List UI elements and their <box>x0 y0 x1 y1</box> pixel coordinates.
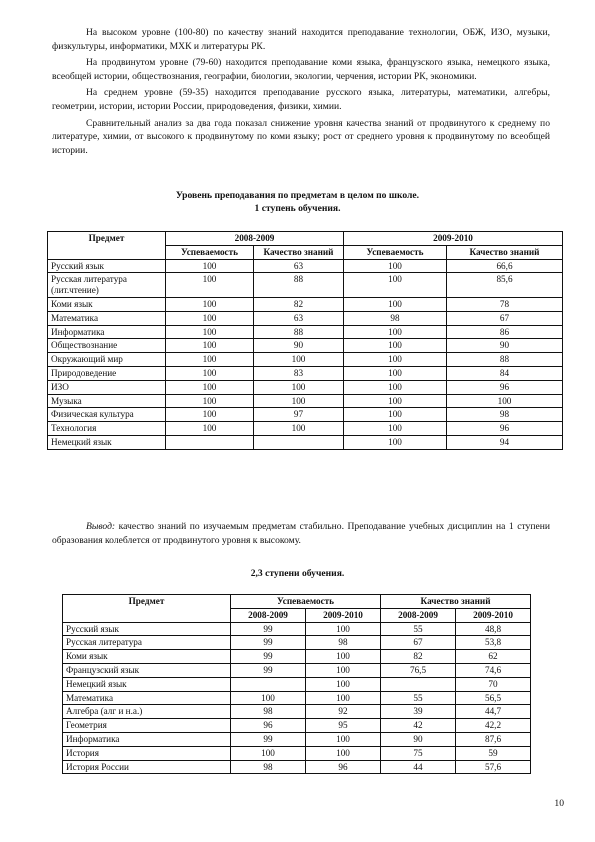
cell-value: 95 <box>306 719 381 733</box>
paragraph: На высоком уровне (100-80) по качеству знаний находится преподавание технологии, ОБЖ, ИЗО, музыки, физкультуры, информатики, МХК и литературы РК. <box>52 27 550 52</box>
cell-value: 88 <box>447 353 563 367</box>
cell-value: 100 <box>166 366 254 380</box>
cell-subject: Геометрия <box>63 719 231 733</box>
col-header-quality: Качество знаний <box>381 595 531 609</box>
table-row <box>63 622 531 636</box>
cell-subject: Информатика <box>48 325 166 339</box>
table-row <box>48 353 563 367</box>
table-row <box>48 259 563 273</box>
cell-value: 55 <box>381 622 456 636</box>
cell-value: 99 <box>231 636 306 650</box>
cell-value: 39 <box>381 705 456 719</box>
paragraph: Сравнительный анализ за два года показал снижение уровня качества знаний от продвинутого к среднему по литературе, химии, от высокого к продвинутому по коми языку; рост от среднего уровня к продвинутому по всеобщей истории. <box>52 117 550 156</box>
cell-value: 88 <box>254 273 344 298</box>
cell-value: 78 <box>447 297 563 311</box>
cell-subject: Музыка <box>48 394 166 408</box>
col-header-year: 2008-2009 <box>231 608 306 622</box>
cell-value: 53,8 <box>456 636 531 650</box>
cell-value: 100 <box>344 325 447 339</box>
table-row <box>63 677 531 691</box>
cell-value <box>166 435 254 449</box>
cell-value: 59 <box>456 746 531 760</box>
heading-line: 1 ступень обучения. <box>254 203 341 214</box>
cell-value: 83 <box>254 366 344 380</box>
cell-value: 97 <box>254 408 344 422</box>
table-row <box>48 408 563 422</box>
cell-value: 100 <box>166 311 254 325</box>
cell-value: 98 <box>447 408 563 422</box>
section-heading-2: 2,3 ступени обучения. <box>250 568 345 579</box>
cell-value: 100 <box>344 259 447 273</box>
cell-value: 90 <box>381 732 456 746</box>
cell-value: 100 <box>344 394 447 408</box>
cell-subject: Природоведение <box>48 366 166 380</box>
cell-value: 84 <box>447 366 563 380</box>
cell-value <box>254 435 344 449</box>
cell-value: 100 <box>447 394 563 408</box>
cell-value: 100 <box>344 273 447 298</box>
cell-value: 100 <box>344 353 447 367</box>
cell-subject: Окружающий мир <box>48 353 166 367</box>
cell-value: 99 <box>231 622 306 636</box>
table-row <box>63 650 531 664</box>
cell-value: 96 <box>306 760 381 774</box>
paragraph: На среднем уровне (59-35) находится преподавание русского языка, литературы, математики, алгебры, геометрии, истории, истории России, природоведения, физики, химии. <box>52 87 550 112</box>
cell-value: 98 <box>231 760 306 774</box>
cell-subject: Коми язык <box>63 650 231 664</box>
table-row <box>63 760 531 774</box>
conclusion-body: качество знаний по изучаемым предметам стабильно. Преподавание учебных дисциплин на 1 ступени образования колеблется от продвинутого уровня к высокому. <box>52 521 550 546</box>
cell-value: 48,8 <box>456 622 531 636</box>
cell-subject: История <box>63 746 231 760</box>
cell-value: 67 <box>381 636 456 650</box>
cell-value: 57,6 <box>456 760 531 774</box>
cell-value: 100 <box>344 422 447 436</box>
cell-subject: Русский язык <box>48 259 166 273</box>
table-row <box>48 366 563 380</box>
cell-value: 100 <box>306 746 381 760</box>
col-header-year: 2008-2009 <box>166 232 344 246</box>
cell-value: 96 <box>447 380 563 394</box>
cell-subject: Русская литература <box>63 636 231 650</box>
cell-value: 100 <box>166 325 254 339</box>
col-header-progress: Успеваемость <box>344 245 447 259</box>
table-row <box>48 311 563 325</box>
cell-subject: Математика <box>63 691 231 705</box>
table-row <box>48 297 563 311</box>
cell-value: 100 <box>166 339 254 353</box>
cell-subject: История России <box>63 760 231 774</box>
cell-subject: Французский язык <box>63 663 231 677</box>
table-row <box>48 273 563 298</box>
cell-value: 90 <box>447 339 563 353</box>
col-header-quality: Качество знаний <box>447 245 563 259</box>
cell-value: 100 <box>306 691 381 705</box>
cell-value: 100 <box>306 677 381 691</box>
cell-value: 100 <box>306 650 381 664</box>
col-header-quality: Качество знаний <box>254 245 344 259</box>
cell-subject: Немецкий язык <box>48 435 166 449</box>
cell-value: 100 <box>166 380 254 394</box>
cell-value: 98 <box>344 311 447 325</box>
table-row <box>63 719 531 733</box>
cell-value: 82 <box>254 297 344 311</box>
cell-value: 99 <box>231 663 306 677</box>
section-heading-1 <box>0 189 595 215</box>
cell-subject: Алгебра (алг и н.а.) <box>63 705 231 719</box>
cell-value: 42,2 <box>456 719 531 733</box>
table-row <box>63 691 531 705</box>
cell-subject: Немецкий язык <box>63 677 231 691</box>
cell-value: 100 <box>344 339 447 353</box>
table-row <box>48 339 563 353</box>
cell-value: 96 <box>231 719 306 733</box>
cell-value: 74,6 <box>456 663 531 677</box>
cell-subject: Математика <box>48 311 166 325</box>
table-row <box>48 435 563 449</box>
cell-value: 92 <box>306 705 381 719</box>
col-header-year: 2009-2010 <box>306 608 381 622</box>
cell-value: 100 <box>166 273 254 298</box>
table-body <box>48 259 563 449</box>
table-level-2-3 <box>62 594 531 774</box>
cell-value: 75 <box>381 746 456 760</box>
cell-value: 100 <box>231 691 306 705</box>
cell-value: 100 <box>254 353 344 367</box>
cell-value: 42 <box>381 719 456 733</box>
cell-value: 100 <box>344 366 447 380</box>
cell-value: 100 <box>166 394 254 408</box>
cell-value: 62 <box>456 650 531 664</box>
heading-line: Уровень преподавания по предметам в целом по школе. <box>175 190 420 201</box>
cell-value: 90 <box>254 339 344 353</box>
col-header-progress: Успеваемость <box>231 595 381 609</box>
cell-value: 99 <box>231 732 306 746</box>
table-row <box>63 732 531 746</box>
cell-value: 100 <box>306 663 381 677</box>
table-row <box>63 636 531 650</box>
cell-subject: Информатика <box>63 732 231 746</box>
cell-value: 85,6 <box>447 273 563 298</box>
cell-subject: Технология <box>48 422 166 436</box>
table-row <box>63 746 531 760</box>
table-row <box>48 325 563 339</box>
cell-value: 100 <box>166 259 254 273</box>
cell-value: 100 <box>166 408 254 422</box>
cell-value: 82 <box>381 650 456 664</box>
cell-value: 100 <box>166 422 254 436</box>
cell-value: 86 <box>447 325 563 339</box>
col-header-year: 2009-2010 <box>456 608 531 622</box>
cell-value: 100 <box>344 435 447 449</box>
col-header-year: 2008-2009 <box>381 608 456 622</box>
cell-value: 100 <box>166 297 254 311</box>
conclusion-lead: Вывод: <box>86 521 116 532</box>
cell-value: 55 <box>381 691 456 705</box>
cell-value: 70 <box>456 677 531 691</box>
cell-value: 88 <box>254 325 344 339</box>
cell-value: 56,5 <box>456 691 531 705</box>
cell-value: 100 <box>254 394 344 408</box>
col-header-year: 2009-2010 <box>344 232 563 246</box>
cell-subject: Обществознание <box>48 339 166 353</box>
table-row <box>63 705 531 719</box>
cell-value: 44 <box>381 760 456 774</box>
cell-value: 94 <box>447 435 563 449</box>
cell-value: 100 <box>254 380 344 394</box>
cell-value: 100 <box>306 732 381 746</box>
cell-value: 67 <box>447 311 563 325</box>
cell-value <box>231 677 306 691</box>
table-row <box>48 422 563 436</box>
table-body <box>63 622 531 774</box>
table-row <box>48 380 563 394</box>
cell-value: 63 <box>254 311 344 325</box>
table-level-1 <box>47 231 563 450</box>
cell-value: 100 <box>166 353 254 367</box>
table-row <box>48 394 563 408</box>
cell-value: 99 <box>231 650 306 664</box>
cell-value: 100 <box>344 408 447 422</box>
col-header-subject: Предмет <box>48 232 166 260</box>
col-header-subject: Предмет <box>63 595 231 623</box>
cell-subject: ИЗО <box>48 380 166 394</box>
cell-subject: Русская литература (лит.чтение) <box>48 273 166 298</box>
cell-value: 100 <box>254 422 344 436</box>
cell-subject: Коми язык <box>48 297 166 311</box>
cell-value: 100 <box>344 380 447 394</box>
cell-value: 98 <box>306 636 381 650</box>
cell-value: 63 <box>254 259 344 273</box>
cell-subject: Русский язык <box>63 622 231 636</box>
cell-value: 100 <box>344 297 447 311</box>
cell-value <box>381 677 456 691</box>
cell-value: 87,6 <box>456 732 531 746</box>
paragraph: На продвинутом уровне (79-60) находится преподавание коми языка, французского языка, немецкого языка, всеобщей истории, обществознания, географии, биологии, экологии, черчения, истории РК, экономики. <box>52 57 550 82</box>
cell-value: 98 <box>231 705 306 719</box>
table-row <box>63 663 531 677</box>
cell-value: 44,7 <box>456 705 531 719</box>
cell-value: 96 <box>447 422 563 436</box>
cell-value: 100 <box>231 746 306 760</box>
page-number: 10 <box>554 798 564 809</box>
cell-value: 76,5 <box>381 663 456 677</box>
cell-value: 100 <box>306 622 381 636</box>
cell-subject: Физическая культура <box>48 408 166 422</box>
intro-text <box>52 26 550 160</box>
col-header-progress: Успеваемость <box>166 245 254 259</box>
cell-value: 66,6 <box>447 259 563 273</box>
conclusion-text <box>52 520 550 547</box>
